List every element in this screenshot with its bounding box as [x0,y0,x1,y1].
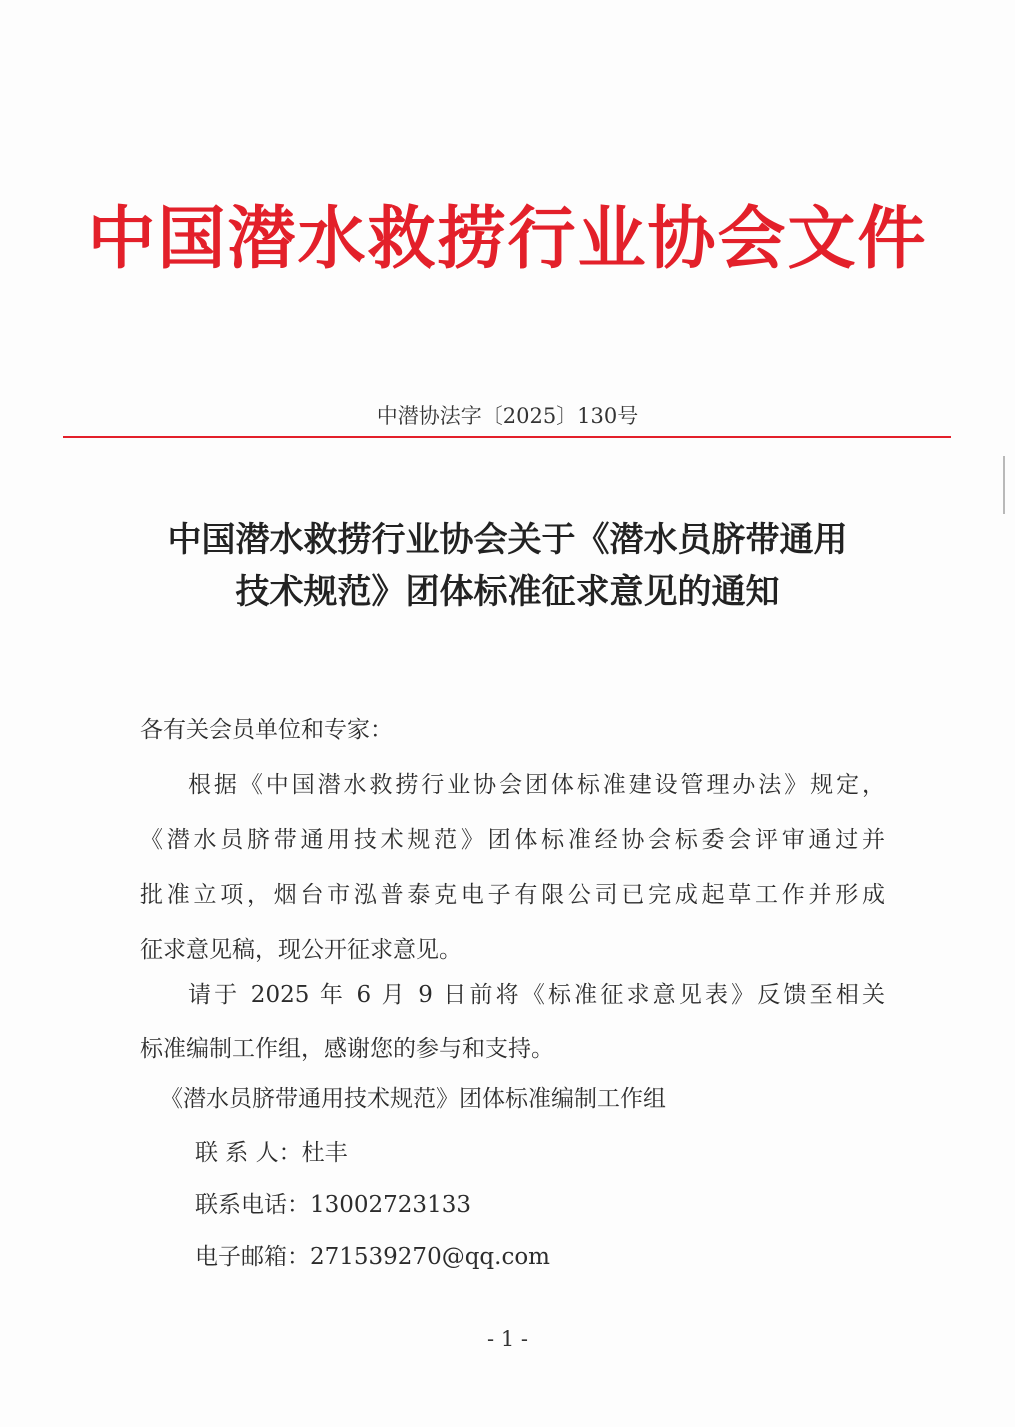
notice-title [0,514,1015,618]
page-number: - 1 - [487,1327,528,1351]
scan-edge-mark [1003,456,1005,514]
paragraph-1-line-4: 征求意见稿，现公开征求意见。 [140,937,462,963]
working-group-name: 《潜水员脐带通用技术规范》团体标准编制工作组 [160,1086,666,1112]
red-divider-line [63,436,951,438]
paragraph-1-line-2: 《潜水员脐带通用技术规范》团体标准经协会标委会评审通过并 [140,827,885,853]
paragraph-1-line-3: 批准立项，烟台市泓普泰克电子有限公司已完成起草工作并形成 [140,882,885,908]
paragraph-2-line-1: 请于 2025 年 6 月 9 日前将《标准征求意见表》反馈至相关 [188,982,885,1008]
notice-title-line-2: 技术规范》团体标准征求意见的通知 [235,572,780,612]
contact-phone-label: 联系电话： [195,1192,310,1218]
contact-email-label: 电子邮箱： [195,1244,310,1270]
contact-person-label: 联 系 人： [195,1140,302,1166]
contact-person-value: 杜丰 [301,1140,348,1166]
notice-title-line-1: 中国潜水救捞行业协会关于《潜水员脐带通用 [167,520,848,560]
contact-email-value: 271539270@qq.com [310,1244,550,1270]
letterhead-title: 中国潜水救捞行业协会文件 [87,200,928,279]
paragraph-2-line-2: 标准编制工作组，感谢您的参与和支持。 [140,1036,554,1062]
document-number: 中潜协法字〔2025〕130号 [376,404,639,428]
contact-person-row [195,1134,348,1167]
contact-phone-row [195,1186,471,1219]
contact-email-row [195,1238,550,1271]
salutation: 各有关会员单位和专家： [140,717,393,743]
paragraph-1-line-1: 根据《中国潜水救捞行业协会团体标准建设管理办法》规定， [188,772,885,798]
contact-phone-value: 13002723133 [310,1192,471,1218]
